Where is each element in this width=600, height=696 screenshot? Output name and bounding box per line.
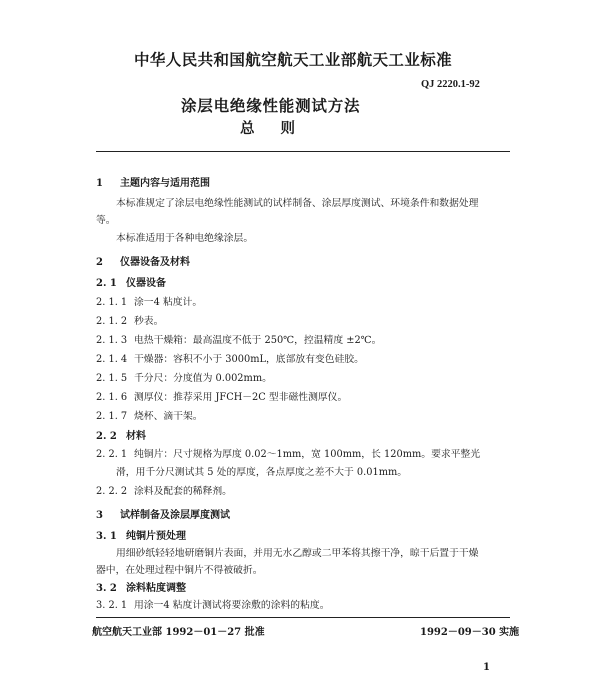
list-item (96, 483, 232, 497)
item-text: 纯铜片：尺寸规格为厚度 0.02～1mm，宽 100mm，长 120mm。要求平整光 (134, 449, 481, 460)
section-2-2-heading (96, 427, 146, 442)
section-2-2-title: 材料 (126, 431, 146, 442)
item-text: 涂料及配套的稀释剂。 (134, 486, 232, 497)
section-1-title: 主题内容与适用范围 (120, 178, 210, 189)
footer-rule (96, 617, 510, 618)
section-3-2-title: 涂料粘度调整 (126, 583, 186, 594)
list-item (96, 351, 364, 365)
list-item (96, 446, 480, 460)
standard-number: QJ 2220.1-92 (421, 79, 480, 90)
section-2-2-number: 2. 2 (96, 431, 117, 442)
item-text: 涂一4 粘度计。 (134, 297, 203, 308)
section-3-1-para-cont: 器中，在处理过程中铜片不得被破折。 (96, 565, 263, 576)
item-number: 2. 1. 4 (96, 354, 128, 365)
section-2-1-heading (96, 274, 166, 289)
issuing-organization: 中华人民共和国航空航天工业部航天工业标准 (134, 50, 453, 69)
section-3-2-number: 3. 2 (96, 583, 117, 594)
item-text: 电热干燥箱：最高温度不低于 250℃，控温精度 ±2℃。 (134, 335, 382, 346)
item-number: 2. 1. 1 (96, 297, 128, 308)
section-1-para-2: 本标准适用于各种电绝缘涂层。 (116, 233, 254, 244)
item-number: 2. 1. 7 (96, 411, 128, 422)
item-text: 秒表。 (134, 316, 164, 327)
item-text: 烧杯、滴干架。 (134, 411, 203, 422)
section-1-para-1-cont: 等。 (96, 215, 116, 226)
section-2-1-title: 仪器设备 (126, 278, 166, 289)
item-number: 2. 1. 3 (96, 335, 128, 346)
item-number: 2. 1. 6 (96, 392, 128, 403)
approval-line: 航空航天工业部 1992－01－27 批准 (92, 627, 265, 638)
item-number: 3. 2. 1 (96, 600, 128, 611)
item-text: 用涂一4 粘度计测试将要涂敷的涂料的粘度。 (134, 600, 330, 611)
section-2-1-number: 2. 1 (96, 278, 117, 289)
section-3-1-number: 3. 1 (96, 531, 117, 542)
page-number: 1 (483, 662, 490, 673)
item-text: 干燥器：容积不小于 3000mL，底部放有变色硅胶。 (134, 354, 364, 365)
item-number: 2. 2. 2 (96, 486, 128, 497)
section-1-para-1: 本标准规定了涂层电绝缘性能测试的试样制备、涂层厚度测试、环境条件和数据处理 (116, 198, 479, 209)
section-1-number: 1 (96, 178, 103, 189)
section-3-title: 试样制备及涂层厚度测试 (120, 510, 230, 521)
section-3-1-para: 用细砂纸轻轻地研磨铜片表面，并用无水乙醇或二甲苯将其擦干净，晾干后置于干燥 (116, 548, 479, 559)
item-text: 测厚仪：推荐采用 JFCH－2C 型非磁性测厚仪。 (134, 392, 348, 403)
list-item (96, 597, 330, 611)
section-3-1-heading (96, 527, 186, 542)
item-text: 千分尺：分度值为 0.002mm。 (134, 373, 272, 384)
section-3-number: 3 (96, 510, 103, 521)
document-subtitle: 总则 (240, 120, 321, 137)
list-item (96, 313, 163, 327)
header-rule (96, 151, 510, 152)
section-3-2-heading (96, 579, 186, 594)
section-2-number: 2 (96, 257, 103, 268)
item-number: 2. 1. 5 (96, 373, 128, 384)
section-3-1-title: 纯铜片预处理 (126, 531, 186, 542)
list-item (96, 294, 202, 308)
list-item-cont: 滑，用千分尺测试其 5 处的厚度，各点厚度之差不大于 0.01mm。 (116, 467, 408, 478)
document-title: 涂层电绝缘性能测试方法 (181, 96, 361, 115)
section-3-heading (96, 506, 230, 521)
section-2-title: 仪器设备及材料 (120, 257, 190, 268)
section-1-heading (96, 174, 210, 189)
list-item (96, 389, 347, 403)
item-number: 2. 1. 2 (96, 316, 128, 327)
list-item (96, 370, 272, 384)
section-2-heading (96, 253, 190, 268)
effective-date: 1992－09－30 实施 (420, 627, 520, 638)
item-number: 2. 2. 1 (96, 449, 128, 460)
list-item (96, 332, 381, 346)
list-item (96, 408, 203, 422)
